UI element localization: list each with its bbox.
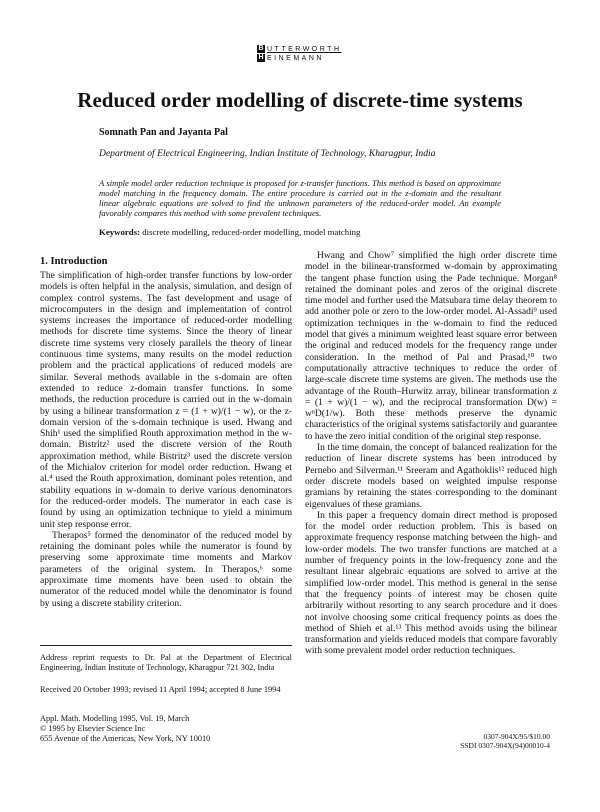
keywords	[99, 227, 360, 237]
publisher-address: 655 Avenue of the Americas, New York, NY 10010	[40, 734, 211, 743]
ssdi-line: SSDI 0307-904X(94)00010-4	[460, 741, 550, 750]
left-column	[40, 270, 292, 609]
logo-initial-b: B	[258, 45, 264, 52]
journal-citation: Appl. Math. Modelling 1995, Vol. 19, March	[40, 714, 190, 723]
paragraph: The simplification of high-order transfer functions by low-order models is often helpful in the analysis, simulation, and design of complex control systems. The fast development and usage of microcomputers in the design and implementation of control systems increases the importance of reduced-order modelling methods for discrete time systems. Since the theory of linear discrete time systems very closely parallels the theory of linear continuous time systems, many results on the model reduction problem and the practical applications of reduced models are similar. Several methods available in the s-domain are often extended to reduce z-domain transfer functions. In some methods, the reduction procedure is carried out in the w-domain by using a bilinear transformation z = (1 + w)/(1 − w), or the z-domain version of the s-domain technique is used. Hwang and Shih¹ used the simplified Routh approximation method in the w-domain. Bistritz² used the discrete version of the Routh approximation method, while Bistritz³ used the discrete version of the Michialov criterion for model order reduction. Hwang et al.⁴ used the Routh approximation, dominant poles retention, and stability equations in w-domain to derive various denominators for the reduced-order models. The numerator in each case is found by using an optimization technique to yield a minimum unit step response error.	[40, 270, 292, 530]
issn-block	[460, 732, 550, 750]
issn-line: 0307-904X/95/$10.00	[483, 732, 550, 741]
footnote-divider	[40, 645, 292, 646]
keywords-label: Keywords:	[99, 227, 141, 237]
keywords-text: discrete modelling, reduced-order modelling, model matching	[142, 227, 361, 237]
section-heading: 1. Introduction	[40, 256, 108, 267]
abstract: A simple model order reduction technique is proposed for z-transfer functions. This method is based on approximate model matching in the frequency domain. The entire procedure is carried out in the z-domain and the resultant linear algebraic equations are solved to find the unknown parameters of the reduced-order model. An example favorably compares this method with some prevalent techniques.	[99, 178, 501, 218]
paragraph: In this paper a frequency domain direct method is proposed for the model order reduction problem. This is based on approximate frequency response matching between the high- and low-order models. The two transfer functions are matched at a number of frequency points in the low-frequency zone and the resultant linear algebraic equations are solved to arrive at the simplified low-order model. This method is general in the sense that the frequency points of interest may be chosen quite arbitrarily without resorting to any search procedure and it does not involve choosing some critical frequency points as does the method of Shieh et al.¹³ This method avoids using the bilinear transformation and yields reduced models that compare favorably with some prevalent model order reduction techniques.	[305, 509, 557, 657]
footnote-address: Address reprint requests to Dr. Pal at the Department of Electrical Engineering, Indian Institute of Technology, Kharagpur 721 302, India	[40, 653, 292, 672]
authors: Somnath Pan and Jayanta Pal	[99, 127, 228, 138]
paper-title: Reduced order modelling of discrete-time systems	[77, 88, 523, 112]
logo-text-line1: UTTERWORTH	[267, 45, 342, 53]
publisher-logo	[257, 45, 342, 62]
logo-text-line2: EINEMANN	[267, 54, 324, 62]
copyright: © 1995 by Elsevier Science Inc	[40, 724, 146, 733]
paragraph: Hwang and Chow⁷ simplified the high order discrete time model in the bilinear-transformed w-domain by approximating the tangent phase function using the Pade technique. Morgan⁸ retained the dominant poles and zeros of the original discrete time model and further used the Matsubara time delay theorem to add another pole or zero to the low-order model. Al-Assadi⁹ used optimization techniques in the w-domain to find the reduced model that gives a minimum weighted least square error between the original and reduced models for the frequency range under consideration. In the method of Pal and Prasad,¹⁰ two computationally attractive techniques to reduce the order of large-scale discrete time systems are given. The methods use the advantage of the Routh–Hurwitz array, bilinear transformation z = (1 + w)/(1 − w), and the reciprocal transformation D(w) = wⁿD(1/w). Both these methods preserve the dynamic characteristics of the original systems satisfactorily and guarantee to have the zero initial condition of the original step response.	[305, 250, 557, 442]
paragraph: Therapos⁵ formed the denominator of the reduced model by retaining the dominant poles while the numerator is found by preserving some approximate time moments and Markov parameters of the original system. In Therapos,⁶ some approximate time moments have been used to obtain the numerator of the reduced model while the denominator is found by using a discrete stability criterion.	[40, 529, 292, 609]
logo-initial-h: H	[258, 54, 264, 61]
footnote-received: Received 20 October 1993; revised 11 April 1994; accepted 8 June 1994	[40, 685, 281, 694]
paragraph: In the time domain, the concept of balanced realization for the reduction of linear discrete systems has been introduced by Pernebo and Silverman.¹¹ Sreeram and Agathoklis¹² reduced high order discrete models based on weighted impulse response gramians by retaining the states corresponding to the dominant eigenvalues of these gramians.	[305, 442, 557, 510]
right-column	[305, 250, 557, 657]
affiliation: Department of Electrical Engineering, Indian Institute of Technology, Kharagpur, India	[99, 148, 436, 159]
